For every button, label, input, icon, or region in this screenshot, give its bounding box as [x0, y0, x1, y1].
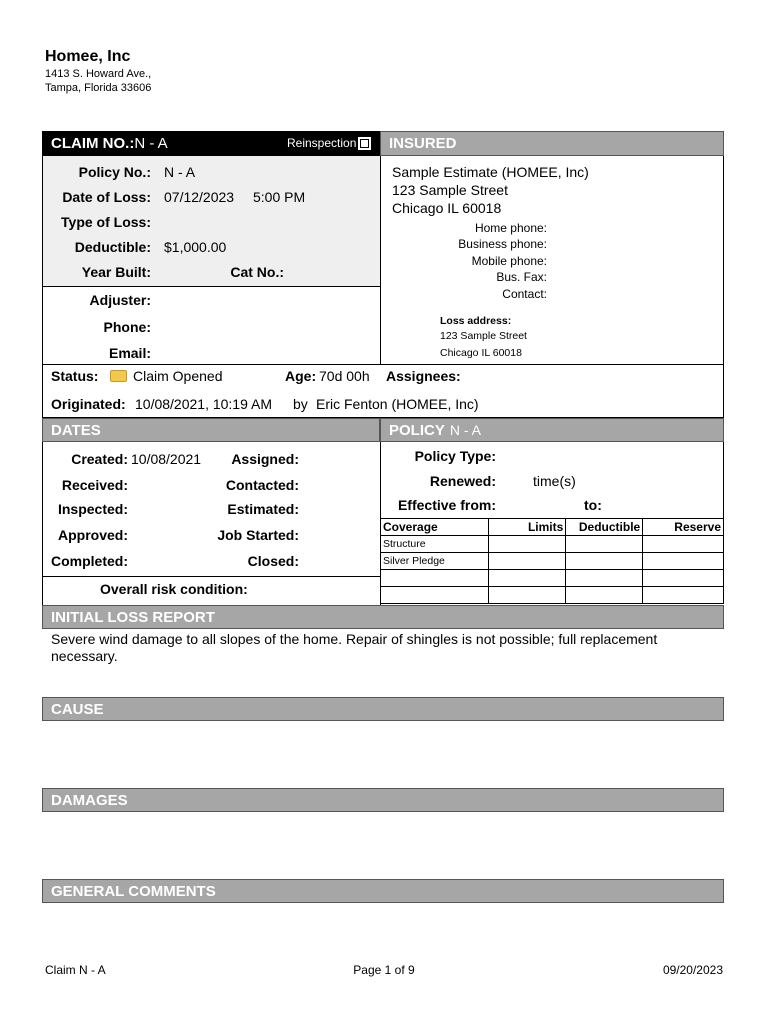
insured-street: 123 Sample Street	[392, 182, 508, 198]
reinspection-checkbox[interactable]	[358, 137, 371, 150]
table-cell	[643, 553, 724, 570]
assignees-label: Assignees:	[386, 368, 461, 384]
policy-right-border	[723, 442, 724, 518]
status-label: Status:	[51, 368, 99, 384]
general-comments-header	[42, 879, 724, 903]
status-divider	[42, 364, 724, 365]
inspected-label: Inspected:	[57, 501, 128, 517]
loss-street: 123 Sample Street	[440, 330, 527, 342]
year-built-label: Year Built:	[81, 264, 151, 280]
table-cell	[643, 570, 724, 587]
table-row	[381, 553, 724, 570]
insured-header-label: INSURED	[389, 135, 457, 152]
reserve-column-header: Reserve	[643, 519, 724, 536]
table-cell	[488, 587, 566, 604]
column-divider	[380, 131, 381, 365]
footer-date: 09/20/2023	[662, 963, 723, 977]
deductible-label: Deductible:	[74, 239, 151, 255]
adjuster-label: Adjuster:	[89, 292, 151, 308]
table-row	[381, 536, 724, 553]
insured-name: Sample Estimate (HOMEE, Inc)	[392, 164, 589, 180]
policy-no-label: Policy No.:	[78, 164, 151, 180]
coverage-table	[380, 518, 724, 604]
table-row	[381, 570, 724, 587]
company-name: Homee, Inc	[45, 48, 131, 65]
dates-header-label: DATES	[51, 421, 101, 439]
limits-column-header: Limits	[488, 519, 566, 536]
table-cell	[381, 587, 489, 604]
initial-loss-report-label: INITIAL LOSS REPORT	[51, 608, 215, 626]
folder-icon	[110, 370, 127, 382]
assigned-label: Assigned:	[231, 451, 299, 467]
table-cell	[488, 570, 566, 587]
coverage-header-row	[381, 519, 724, 536]
table-cell	[566, 570, 643, 587]
coverage-column-header: Coverage	[381, 519, 489, 536]
renewed-suffix: time(s)	[533, 473, 576, 489]
originated-label: Originated:	[51, 396, 126, 412]
phone-label: Phone:	[103, 319, 151, 335]
initial-loss-report-header	[42, 605, 724, 629]
claim-label: CLAIM NO.:	[51, 135, 135, 152]
to-label: to:	[584, 497, 602, 513]
cause-header	[42, 697, 724, 721]
loss-address-label: Loss address:	[440, 315, 512, 327]
reinspection-label: Reinspection	[287, 136, 357, 150]
deductible-column-header: Deductible	[566, 519, 643, 536]
table-cell	[643, 587, 724, 604]
estimated-label: Estimated:	[227, 501, 299, 517]
completed-label: Completed:	[51, 553, 128, 569]
contacted-label: Contacted:	[225, 477, 299, 493]
loss-city: Chicago IL 60018	[440, 347, 522, 359]
type-of-loss-label: Type of Loss:	[61, 214, 151, 230]
cause-label: CAUSE	[51, 700, 104, 718]
damages-header	[42, 788, 724, 812]
table-cell	[488, 553, 566, 570]
originated-value: 10/08/2021, 10:19 AM	[135, 396, 272, 412]
job-started-label: Job Started:	[217, 527, 299, 543]
initial-loss-report-text: Severe wind damage to all slopes of the home. Repair of shingles is not possible; full replacement necessary.	[51, 631, 658, 664]
damages-label: DAMAGES	[51, 791, 128, 809]
business-phone-label: Business phone:	[458, 237, 547, 251]
claim-number: N - A	[134, 135, 168, 152]
table-cell	[488, 536, 566, 553]
company-address-line2: Tampa, Florida 33606	[45, 82, 152, 94]
policy-type-label: Policy Type:	[414, 448, 496, 464]
status-value-group	[110, 368, 223, 384]
table-cell	[381, 570, 489, 587]
cat-no-label: Cat No.:	[230, 264, 284, 280]
deductible-value: $1,000.00	[164, 239, 227, 255]
risk-label: Overall risk condition:	[100, 581, 248, 597]
bus-fax-label: Bus. Fax:	[496, 270, 547, 284]
table-cell	[566, 587, 643, 604]
policy-header	[380, 418, 724, 442]
table-row	[381, 587, 724, 604]
created-value: 10/08/2021	[131, 451, 202, 467]
footer-claim: Claim N - A	[45, 963, 106, 977]
table-cell: Silver Pledge	[381, 553, 489, 570]
time-of-loss-value: 5:00 PM	[253, 189, 306, 205]
age-label: Age:	[285, 368, 317, 384]
effective-from-label: Effective from:	[397, 497, 496, 513]
company-address-line1: 1413 S. Howard Ave.,	[45, 68, 152, 80]
date-of-loss-label: Date of Loss:	[62, 189, 151, 205]
insured-city: Chicago IL 60018	[392, 200, 502, 216]
dates-header	[42, 418, 380, 442]
table-cell	[566, 553, 643, 570]
approved-label: Approved:	[58, 527, 128, 543]
originated-by: Eric Fenton (HOMEE, Inc)	[316, 396, 479, 412]
claim-divider	[42, 286, 380, 287]
email-label: Email:	[108, 345, 151, 361]
reinspection-toggle[interactable]	[287, 136, 371, 150]
policy-no-value: N - A	[164, 164, 196, 180]
table-cell	[643, 536, 724, 553]
insured-header	[380, 131, 724, 156]
created-label: Created:	[71, 451, 128, 467]
dates-left-border	[42, 442, 43, 605]
status-value: Claim Opened	[133, 368, 223, 384]
footer-page: Page 1 of 9	[353, 963, 415, 977]
risk-divider	[42, 576, 380, 577]
date-of-loss-value: 07/12/2023	[164, 189, 235, 205]
policy-header-label: POLICY	[389, 421, 445, 439]
by-label: by	[293, 396, 308, 412]
table-cell	[566, 536, 643, 553]
received-label: Received:	[61, 477, 128, 493]
home-phone-label: Home phone:	[474, 221, 547, 235]
age-value: 70d 00h	[319, 368, 370, 384]
contact-label: Contact:	[502, 287, 547, 301]
general-comments-label: GENERAL COMMENTS	[51, 882, 216, 900]
policy-header-value: N - A	[449, 422, 481, 438]
table-cell: Structure	[381, 536, 489, 553]
mobile-phone-label: Mobile phone:	[471, 254, 547, 268]
renewed-label: Renewed:	[429, 473, 496, 489]
closed-label: Closed:	[247, 553, 299, 569]
